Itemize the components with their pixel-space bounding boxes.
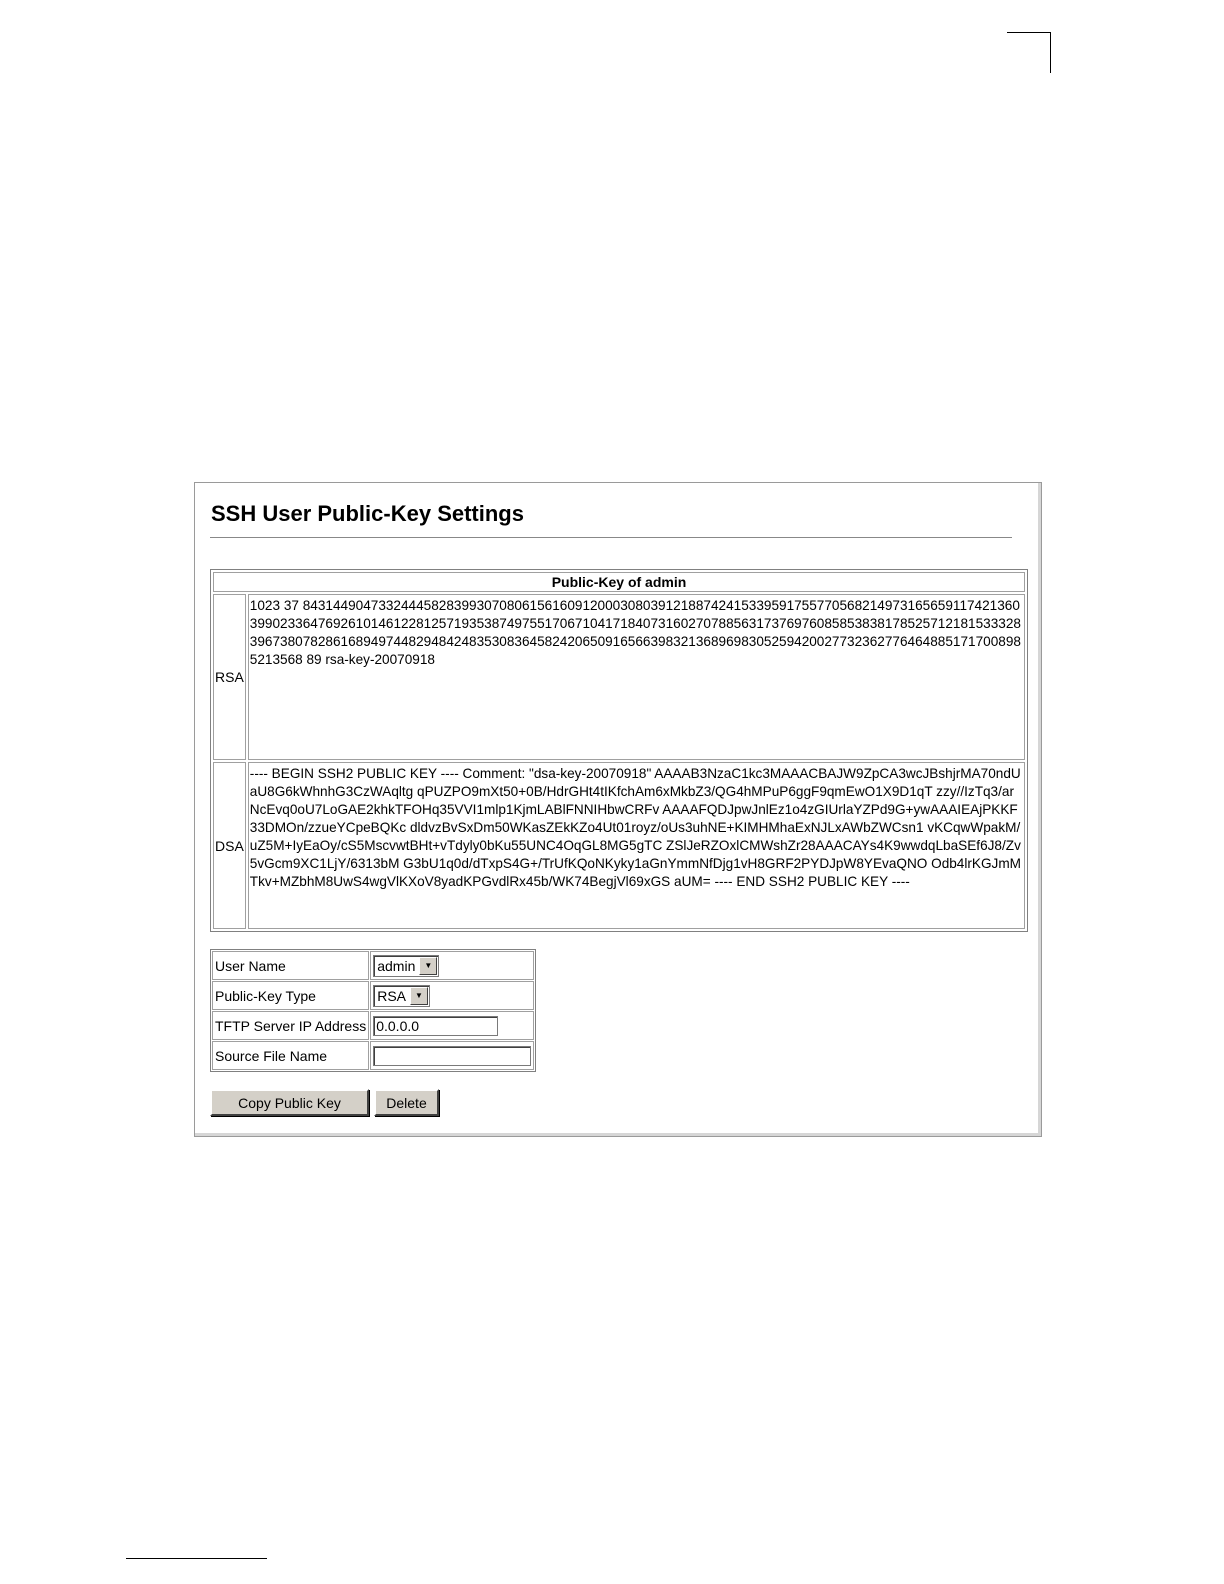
chevron-down-icon[interactable]: ▼ [419, 957, 437, 975]
table-row [213, 762, 1025, 929]
key-type-cell-rsa: RSA [213, 594, 246, 760]
source-file-input[interactable] [373, 1046, 531, 1066]
public-key-table [210, 569, 1028, 932]
title-divider [210, 537, 1012, 538]
user-name-cell [370, 951, 534, 980]
ssh-user-public-key-panel [194, 482, 1042, 1137]
form-row-user-name [212, 951, 534, 980]
key-type-select-value: RSA [377, 987, 407, 1004]
footer-rule [126, 1558, 267, 1559]
key-type-cell [370, 981, 534, 1010]
key-type-select[interactable] [373, 985, 430, 1007]
user-name-label: User Name [212, 951, 369, 980]
chevron-down-icon[interactable]: ▼ [410, 987, 428, 1005]
public-key-form [210, 949, 536, 1072]
public-key-table-header-row [213, 572, 1025, 592]
form-row-key-type [212, 981, 534, 1010]
copy-public-key-button[interactable]: Copy Public Key [210, 1089, 369, 1116]
form-row-source-file [212, 1041, 534, 1070]
key-value-cell-rsa: 1023 37 843144904733244458283993070806156160912000308039121887424153395917557705682149731656591174213603990233647692610146122812571935387497551706710417184073160270788563173769760858538381785257121815333283967380782861689497448294842483530836458242065091656639832136896983052594200277323627764648851717008985213568 89 rsa-key-20070918 [248, 594, 1025, 760]
crop-mark-vertical [1050, 32, 1051, 73]
public-key-table-header: Public-Key of admin [213, 572, 1025, 592]
tftp-ip-cell [370, 1011, 534, 1040]
source-file-label: Source File Name [212, 1041, 369, 1070]
delete-button[interactable]: Delete [374, 1089, 439, 1116]
tftp-ip-label: TFTP Server IP Address [212, 1011, 369, 1040]
user-name-select[interactable] [373, 955, 439, 977]
form-row-tftp-ip [212, 1011, 534, 1040]
table-row [213, 594, 1025, 760]
key-value-cell-dsa: ---- BEGIN SSH2 PUBLIC KEY ---- Comment: "dsa-key-20070918" AAAAB3NzaC1kc3MAAACBAJW9ZpCA3wcJBshjrMA70ndUaU8G6kWhnhG3CzWAqltg qPUZPO9mXt50+0B/HdrGHt4tIKfchAm6xMkbZ3/QG4hMPuP6ggF9qmEwO1X9D1qT zzy//IzTq3/arNcEvq0oU7LoGAE2khkTFOHq35VVI1mlp1KjmLABlFNNIHbwCRFv AAAAFQDJpwJnlEz1o4zGIUrlaYZPd9G+ywAAAIEAjPKKF33DMOn/zzueYCpeBQKc dldvzBvSxDm50WKasZEkKZo4Ut01royz/oUs3uhNE+KIMHMhaExNJLxAWbZWCsn1 vKCqwWpakM/uZ5M+IyEaOy/cS5MscvwtBHt+vTdyly0bKu55UNC4OqGL8MG5gTC ZSlJeRZOxlCMWshZr28AAACAYs4K9wwdqLbaSEf6J8/Zv5vGcm9XC1LjY/6313bM G3bU1q0d/dTxpS4G+/TrUfKQoNKyky1aGnYmmNfDjg1vH8GRF2PYDJpW8YEvaQNO Odb4lrKGJmMTkv+MZbhM8UwS4wgVlKXoV8yadKPGvdlRx45b/WK74BegjVl69xGS aUM= ---- END SSH2 PUBLIC KEY ---- [248, 762, 1025, 929]
user-name-select-value: admin [377, 957, 416, 974]
source-file-cell [370, 1041, 534, 1070]
crop-mark-horizontal [1007, 32, 1051, 33]
key-type-cell-dsa: DSA [213, 762, 246, 929]
page-title: SSH User Public-Key Settings [211, 501, 524, 526]
tftp-ip-input[interactable] [373, 1016, 498, 1036]
key-type-label: Public-Key Type [212, 981, 369, 1010]
